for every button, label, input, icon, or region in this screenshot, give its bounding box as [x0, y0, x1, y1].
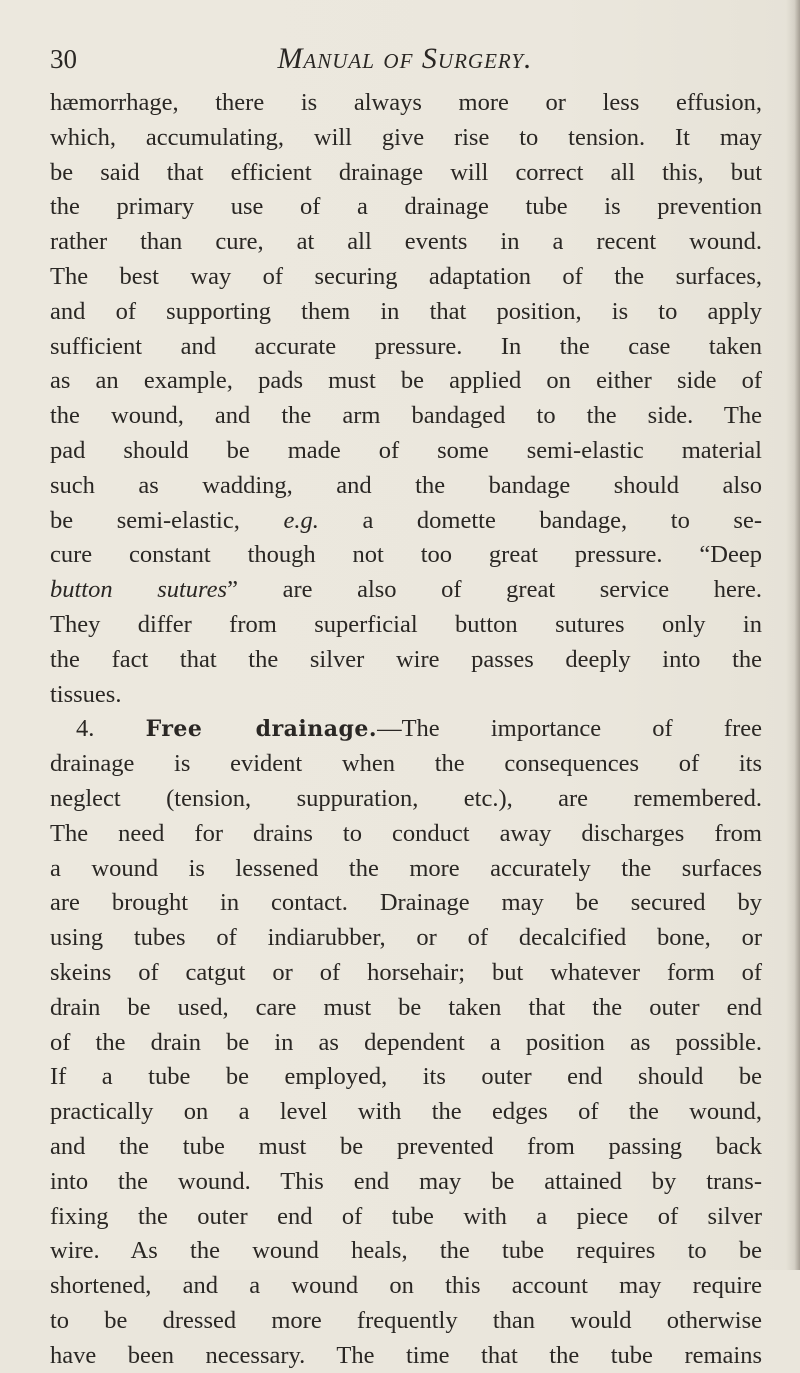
text-line: of the drain be in as dependent a position as possible. [50, 1028, 762, 1056]
italic-text: e.g. [283, 506, 319, 534]
text-line: as an example, pads must be applied on either side of [50, 367, 762, 395]
text-line: to be dressed more frequently than would otherwise [50, 1306, 762, 1334]
text-line: fixing the outer end of tube with a piece of silver [50, 1202, 762, 1230]
section-heading-line [50, 712, 762, 747]
body-text [50, 86, 762, 1373]
text-line: and of supporting them in that position, is to apply [50, 297, 762, 325]
text-line: into the wound. This end may be attained by trans- [50, 1167, 762, 1195]
text-line [50, 573, 762, 608]
text-line: If a tube be employed, its outer end should be [50, 1063, 762, 1091]
text-line: drainage is evident when the consequences of its [50, 750, 762, 778]
text-line: tissues. [50, 680, 122, 708]
section-number: 4. [76, 715, 146, 743]
text-line: neglect (tension, suppuration, etc.), are remembered. [50, 784, 762, 812]
text-line: the primary use of a drainage tube is prevention [50, 193, 762, 221]
text-line: drain be used, care must be taken that the outer end [50, 993, 762, 1021]
text-line: hæmorrhage, there is always more or less effusion, [50, 89, 762, 116]
text-line: skeins of catgut or of horsehair; but whatever form of [50, 958, 762, 986]
text-segment: ” are also of great service here. [227, 576, 762, 604]
text-segment: a domette bandage, to se- [318, 506, 763, 534]
text-line: They differ from superficial button sutures only in [50, 610, 762, 638]
page-number: 30 [50, 44, 77, 74]
text-line: practically on a level with the edges of the wound, [50, 1098, 762, 1126]
italic-text: button sutures [50, 576, 228, 604]
text-line: the wound, and the arm bandaged to the side. The [50, 402, 762, 430]
text-line: have been necessary. The time that the tube remains [50, 1341, 762, 1369]
text-line: which, accumulating, will give rise to tension. It may [50, 123, 762, 151]
text-line: rather than cure, at all events in a recent wound. [50, 228, 762, 256]
text-line: pad should be made of some semi-elastic material [50, 436, 762, 464]
text-line: are brought in contact. Drainage may be secured by [50, 889, 762, 917]
page-edge-shadow [786, 0, 800, 1270]
running-head: Manual of Surgery. [277, 42, 533, 75]
page-header [50, 42, 760, 86]
section-heading: Free drainage. [145, 716, 378, 743]
text-line: shortened, and a wound on this account may require [50, 1272, 762, 1300]
text-line: be said that efficient drainage will correct all this, but [50, 158, 762, 186]
text-line: cure constant though not too great pressure. “Deep [50, 541, 762, 569]
text-line: the fact that the silver wire passes deeply into the [50, 645, 762, 673]
text-line: wire. As the wound heals, the tube requires to be [50, 1237, 762, 1265]
text-line: using tubes of indiarubber, or of decalcified bone, or [50, 924, 762, 952]
text-line: and the tube must be prevented from passing back [50, 1132, 762, 1160]
text-line: such as wadding, and the bandage should also [50, 471, 762, 499]
text-line: The need for drains to conduct away discharges from [50, 819, 762, 847]
text-segment: —The importance of free [377, 715, 762, 743]
text-line: sufficient and accurate pressure. In the case taken [50, 332, 762, 360]
text-segment: be semi-elastic, [50, 506, 284, 534]
text-line: The best way of securing adaptation of the surfaces, [50, 262, 762, 290]
text-line: a wound is lessened the more accurately the surfaces [50, 854, 762, 882]
text-line [50, 504, 762, 539]
